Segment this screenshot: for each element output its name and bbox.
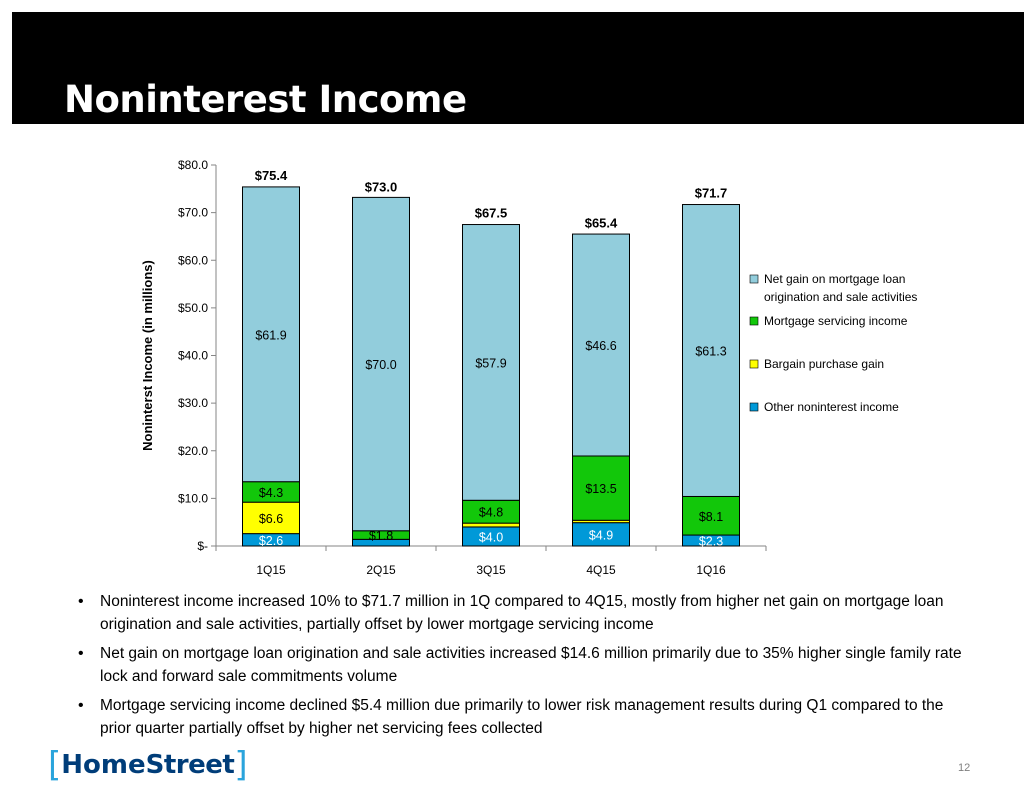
legend-label: Other noninterest income	[764, 400, 899, 414]
legend-swatch	[750, 275, 758, 283]
y-tick-label: $10.0	[177, 491, 208, 506]
bullet-item: • Noninterest income increased 10% to $71.7 million in 1Q compared to 4Q15, mostly from higher net gain on mortgage loan origination and sale activities, partially offset by lower mortgage servicing income	[78, 590, 978, 636]
y-tick-label: $30.0	[177, 396, 208, 411]
bar-segment	[463, 523, 520, 527]
x-tick-label: 2Q15	[366, 563, 396, 577]
legend-label: Net gain on mortgage loan	[764, 272, 906, 286]
x-tick-label: 3Q15	[476, 563, 506, 577]
data-label: $57.9	[475, 356, 507, 371]
data-label: $70.0	[365, 358, 397, 373]
legend-label: Bargain purchase gain	[764, 357, 885, 371]
legend-label: Mortgage servicing income	[764, 314, 908, 328]
logo-bracket-right: ]	[234, 745, 248, 785]
data-label: $46.6	[585, 339, 617, 354]
y-tick-label: $50.0	[177, 300, 208, 315]
logo-text-bold: Home	[61, 750, 146, 780]
data-label: $2.6	[258, 533, 284, 548]
x-tick-label: 4Q15	[586, 563, 616, 577]
y-tick-label: $60.0	[177, 253, 208, 268]
data-label: $4.3	[258, 485, 284, 500]
stacked-bar-chart	[0, 140, 1034, 580]
total-label: $67.5	[474, 205, 508, 221]
data-label: $4.9	[588, 528, 614, 543]
logo-text-light: Street	[145, 750, 235, 780]
x-tick-label: 1Q16	[696, 563, 726, 577]
legend-swatch	[750, 360, 758, 368]
y-tick-label: $20.0	[177, 443, 208, 458]
data-label: $61.9	[255, 328, 287, 343]
logo-bracket-left: [	[48, 745, 62, 785]
page-number: 12	[958, 762, 971, 774]
homestreet-logo	[48, 747, 248, 783]
y-axis-title: Noninterst Income (in millions)	[140, 260, 155, 451]
total-label: $73.0	[364, 179, 398, 195]
total-label: $71.7	[694, 185, 728, 201]
total-label: $65.4	[584, 215, 618, 231]
bullet-item: • Net gain on mortgage loan origination and sale activities increased $14.6 million primarily due to 35% higher single family rate lock and forward sale commitments volume	[78, 642, 978, 688]
slide-title: Noninterest Income	[64, 78, 467, 121]
data-label: $2.3	[698, 534, 724, 549]
data-label: $1.8	[368, 529, 394, 544]
data-label: $61.3	[695, 344, 727, 359]
title-bar	[12, 12, 1024, 124]
bullet-item: • Mortgage servicing income declined $5.4 million due primarily to lower risk management results during Q1 compared to the prior quarter partially offset by higher net servicing fees collected	[78, 694, 978, 740]
y-tick-label: $80.0	[177, 158, 208, 172]
data-label: $8.1	[698, 509, 724, 524]
data-label: $4.0	[478, 530, 504, 545]
y-tick-label: $70.0	[177, 205, 208, 220]
data-label: $13.5	[585, 482, 617, 497]
legend-label: origination and sale activities	[764, 290, 918, 304]
legend-swatch	[750, 317, 758, 325]
y-tick-label: $-	[197, 539, 208, 553]
total-label: $75.4	[254, 167, 288, 183]
data-label: $4.8	[478, 505, 504, 520]
legend-swatch	[750, 403, 758, 411]
y-tick-label: $40.0	[177, 348, 208, 363]
data-label: $6.6	[258, 511, 284, 526]
x-tick-label: 1Q15	[256, 563, 286, 577]
bullet-list	[78, 590, 978, 746]
